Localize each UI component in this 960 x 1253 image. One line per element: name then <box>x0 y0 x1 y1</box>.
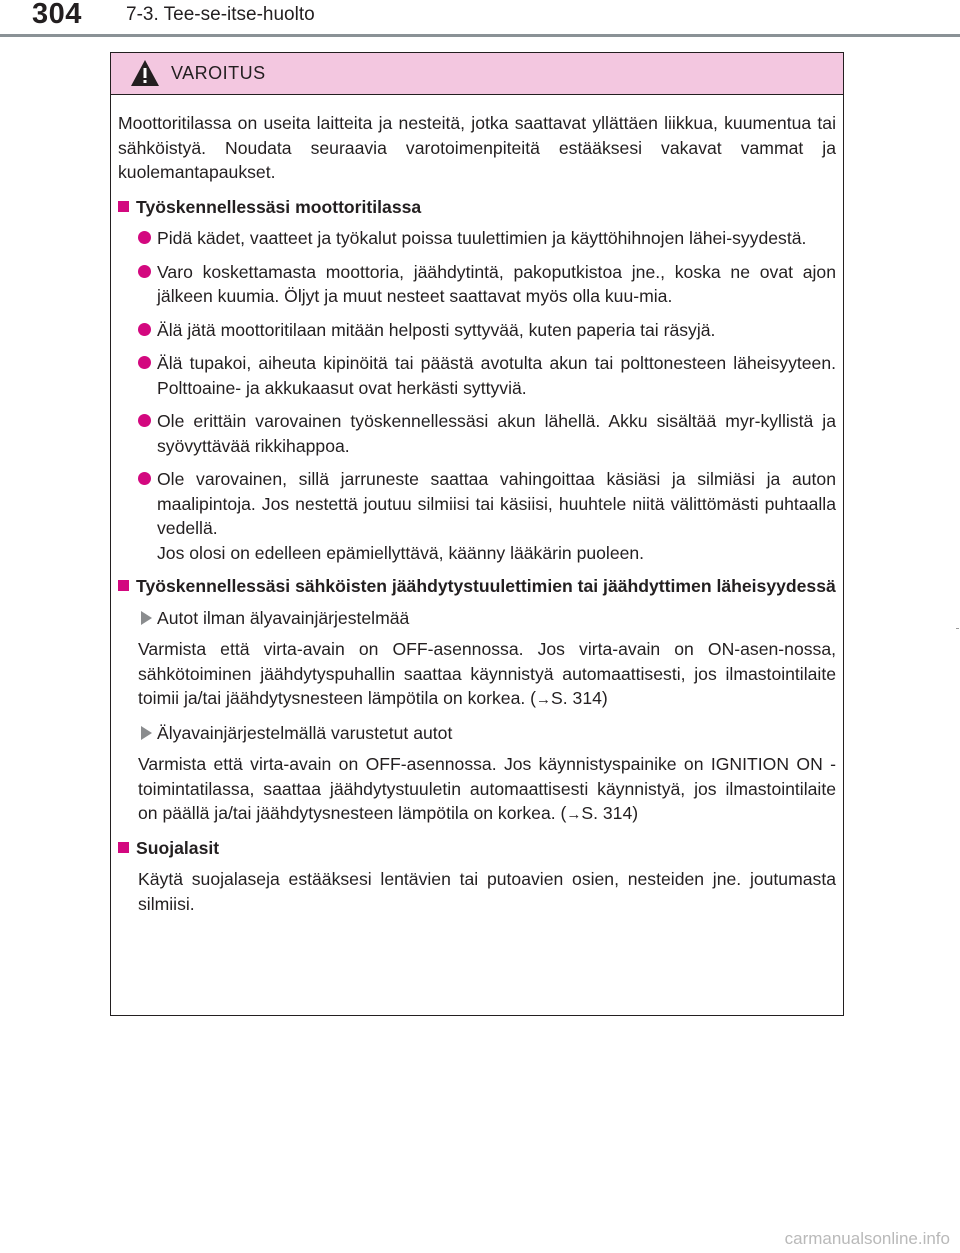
page-number: 304 <box>32 0 82 30</box>
list-item-text: Ole erittäin varovainen työskennellessäsi akun lähellä. Akku sisältää myr-kyllistä ja syövyttävää rikkihappoa. <box>157 411 836 456</box>
warning-body <box>111 95 843 916</box>
paragraph-text: Varmista että virta-avain on OFF-asennossa. Jos virta-avain on ON-asen-nossa, sähkötoiminen jäähdytyspuhallin saattaa käynnistyä automaattisesti, jos ilmastointilaite toimii ja/tai jäähdytysnesteen lämpötila on korkea. <box>138 639 836 708</box>
bullet-dot-icon <box>138 356 151 369</box>
subheading-smart-key <box>118 721 836 746</box>
warning-triangle-icon <box>130 59 160 87</box>
arrow-right-icon: → <box>566 806 582 823</box>
page-reference[interactable]: →S. 314) <box>566 803 639 823</box>
subheading-text: Autot ilman älyavainjärjestelmää <box>157 607 410 628</box>
bullet-dot-icon <box>138 414 151 427</box>
list-item-text-followup: Jos olosi on edelleen epämiellyttävä, käänny lääkärin puoleen. <box>157 542 645 563</box>
subheading-no-smart-key <box>118 606 836 631</box>
bullet-dot-icon <box>138 323 151 336</box>
list-item <box>118 351 836 400</box>
list-item-text: Ole varovainen, sillä jarruneste saattaa vahingoittaa käsiäsi ja silmiäsi ja auton maalipintoja. Jos nestettä joutuu silmiisi tai käsiisi, huuhtele niitä välittömästi puhtaalla vedellä. <box>157 469 836 538</box>
list-item-text: Älä tupakoi, aiheuta kipinöitä tai päästä avotulta akun tai polttonesteen läheisyyteen. Polttoaine- ja akkukaasut ovat herkästi syttyviä. <box>157 353 836 398</box>
watermark: carmanualsonline.info <box>784 1229 950 1248</box>
section-heading-goggles: Suojalasit <box>118 836 836 861</box>
list-item <box>118 409 836 458</box>
warning-box <box>110 52 844 1016</box>
triangle-marker-icon <box>141 611 152 625</box>
paragraph-goggles: Käytä suojalaseja estääksesi lentävien tai putoavien osien, nesteiden jne. joutumasta silmiisi. <box>138 869 836 914</box>
bullet-dot-icon <box>138 265 151 278</box>
section-title: 7-3. Tee-se-itse-huolto <box>126 4 315 25</box>
paragraph-text: Varmista että virta-avain on OFF-asennossa. Jos käynnistyspainike on IGNITION ON -toimintatilassa, saattaa jäähdytystuuletin automaattisesti käynnistyä, jos ilmastointilaite on päällä ja/tai jäähdytysnesteen lämpötila on korkea. ( <box>138 754 836 823</box>
warning-header <box>111 53 843 95</box>
header-rule <box>0 34 960 37</box>
page-header <box>0 0 960 40</box>
paragraph-smart-key <box>118 752 836 828</box>
paragraph-no-smart-key <box>118 637 836 713</box>
edge-tick <box>956 628 959 629</box>
warning-title: VAROITUS <box>171 63 266 83</box>
list-item-text: Älä jätä moottoritilaan mitään helposti syttyvää, kuten paperia tai räsyjä. <box>157 319 716 340</box>
subheading-text: Älyavainjärjestelmällä varustetut autot <box>157 722 453 743</box>
list-item-text: Pidä kädet, vaatteet ja työkalut poissa tuulettimien ja käyttöhihnojen lähei-syydestä. <box>157 228 807 248</box>
list-item <box>118 226 836 251</box>
section-heading-cooling-fans: Työskennellessäsi sähköisten jäähdytystuulettimien tai jäähdyttimen läheisyydessä <box>118 574 836 599</box>
bullet-dot-icon <box>138 472 151 485</box>
page-reference[interactable]: (→S. 314) <box>530 688 608 708</box>
triangle-marker-icon <box>141 726 152 740</box>
section-heading-engine-bay: Työskennellessäsi moottoritilassa <box>118 195 836 220</box>
list-item <box>118 467 836 565</box>
list-item <box>118 318 836 343</box>
arrow-right-icon: → <box>536 691 552 708</box>
bullet-dot-icon <box>138 231 151 244</box>
warning-intro: Moottoritilassa on useita laitteita ja nesteitä, jotka saattavat yllättäen liikkua, kuumentua tai sähköistyä. Noudata seuraavia varotoimenpiteitä estääksesi vakavat vammat ja kuolemantapaukset. <box>118 113 836 182</box>
list-item <box>118 260 836 309</box>
list-item-text: Varo koskettamasta moottoria, jäähdytintä, pakoputkistoa jne., koska ne ovat ajon jälkeen kuumia. Öljyt ja muut nesteet saattavat myös olla kuu-mia. <box>157 261 836 306</box>
